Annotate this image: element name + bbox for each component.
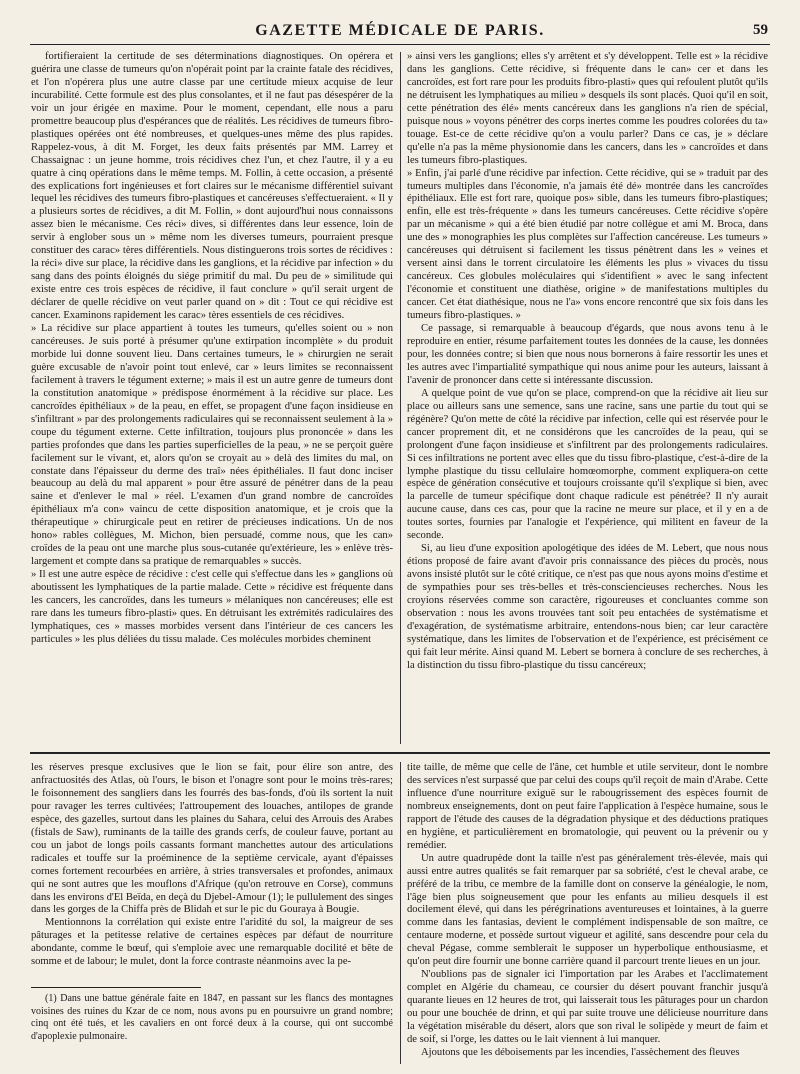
paragraph: Mentionnons la corrélation qui existe entre l'aridité du sol, la maigreur de ses pâturages et la petitesse relative de certaines espèces par défaut de nourriture abondante, comme le bœuf, qui s'emploie avec une remarquable docilité et bête de somme et de labour; le mulet, dont la force contraste néanmoins avec la pe- <box>31 917 393 968</box>
paragraph: Si, au lieu d'une exposition apologétique des idées de M. Lebert, que nous nous étions proposé de faire avant d'avoir pris connaissance des pièces du procès, nous avons insisté plutôt sur le côté critique, ce n'est pas que nous ayons moins d'estime et de sympathies pour ses très-belles et très-consciencieuses recherches. Nous les croyions réservées comme son caractère, rigoureuses et concluantes comme son observation : nous les avons trouvées tant soit peu entachées de systématisme et d'exagération, de systématisme arbitraire, entendons-nous bien; car leur caractère systématique, dans les limites de l'observation et de l'expérience, est précisément ce qui fait leur mérite. Ainsi quand M. Lebert se bornera à conclure de ses recherches, à la distinction du tissu fibro-plastique du tissu cancéreux; <box>407 543 768 671</box>
paragraph: N'oublions pas de signaler ici l'importation par les Arabes et l'acclimatement complet en Algérie du chameau, ce coursier du désert pouvant franchir jusqu'à quarante lieues en 12 heures de trot, qui laisserait tous les pâturages pour un chardon ou pour une bouchée de drinn, et qui par suite trouve une délicieuse nourriture dans la végétation misérable du désert, alors que son rival le solipède y meurt de faim et de soif, si l'orge, les dattes ou le lait viennent à lui manquer. <box>407 969 768 1046</box>
page-number: 59 <box>753 22 768 38</box>
top-left-column <box>31 51 393 745</box>
paragraph: tite taille, de même que celle de l'âne, cet humble et utile serviteur, dont le nombre des services n'est surpassé que par celui des coups qu'il reçoit de main d'Arabe. Cette influence d'une nourriture exiguë sur le rabougrissement des espèces fournit de nombreux enseignements, dont on peut faire l'application à l'espèce humaine, sous le rapport de l'étude des causes de la dégradation physique et des déductions pratiques en hygiène, et particulièrement en bromatologie, qui peuvent ou la prévenir ou y remédier. <box>407 762 768 851</box>
paragraph: A quelque point de vue qu'on se place, comprend-on que la récidive ait lieu sur place ou ailleurs sans une semence, sans une racine, sans une partie du tout qui se régénère? Qu'on mette de côté la récidive par infection, celle qui est réservée pour le cancer proprement dit, et ne considérons que les cancroïdes de la peau, qui se prolongent d'une façon insidieuse et s'infiltrent par des prolongements radiculaires. Si ces infiltrations ne portent avec elles que du tissu fibro-plastique, c'est-à-dire de la lymphe plastique du tissu cellulaire homœomorphe, comment expliquera-on cette espèce de génération consécutive et toujours croissante qu'il s'explique si bien, avec la parcelle de tumeur spécifique dont chaque radicule est pénétrée? Il n'y aurait aucune cause, dans ces cas, pour que la racine ne meure sur place, et il y en a de toutes sortes, fournies par l'analogie et l'expérience, qui militent en faveur de la seconde. <box>407 387 768 542</box>
footnote <box>31 993 393 1063</box>
footnote-text: (1) Dans une battue générale faite en 1847, en passant sur les flancs des montagnes voisines des ruines du Kzar de ce nom, nous avons pu en poursuivre un grand nombre; cinq ont été tués, et les cavaliers en ont forcé deux à la course, qui ont succombé d'apoplexie pulmonaire. <box>31 993 393 1042</box>
bottom-left-column <box>31 762 393 982</box>
paragraph: » La récidive sur place appartient à toutes les tumeurs, qu'elles soient ou » non cancéreuses. Je suis porté à présumer qu'une extirpation incomplète » du produit morbide lui donne souvent lieu. Dans certaines tumeurs, le » chirurgien ne serait guère excusable de n'avoir point tout enlevé, car » leurs limites se reconnaissent facilement à travers le tégument externe; » mais il est un autre genre de tumeurs dont la constitution anatomique » prédispose énormément à la récidive sur place. Les cancroïdes épithéliaux » de la peau, en effet, se propagent d'une façon insidieuse en s'infiltrant » par des prolongements radiculaires qui se reconnaissent seulement à la » coupe du tégument externe. Cette infiltration, toujours plus prononcée » dans les parties profondes que dans les parties superficielles de la peau, » ne se perçoit guère facilement sur le vivant, et, alors qu'on se croyait au » delà des limites du mal, on constate dans l'épaisseur du derme des traî» nées épithéliales. Il faut donc inciser beaucoup au delà du mal apparent » pour être assuré de pénétrer dans de la peau saine et d'enlever le mal » réel. L'examen d'un grand nombre de cancroïdes épithéliaux m'a con» vaincu de cette disposition anatomique, et je crois que la thérapeutique » chirurgicale peut en retirer de précieuses indications. Un de nos hono» rables collègues, M. Michon, bien persuadé, comme nous, que les can» croïdes de la peau ont une marche plus sous-cutanée qu'extérieure, les » enlève très-largement et compte dans sa pratique de remarquables » succès. <box>31 323 393 568</box>
paragraph: Un autre quadrupède dont la taille n'est pas généralement très-élevée, mais qui aussi entre autres qualités se fait remarquer par sa sobriété, c'est le cheval arabe, ce préféré de la tribu, ce membre de la famille dont on conserve la généalogie, le nom, l'âge bien plus soigneusement que pour les enfants au milieu desquels il est docilement élevé, qui dans les pérégrinations aventureuses et lointaines, à la guerre comme dans les fantasias, devient le complément indispensable de son maître, ce centaure moderne, et possède surtout vigueur et agilité, sans descendre pour cela du cheval Pégase, comme semblerait le supposer un hyperbolique enthousiasme, et qu'on peut dire fournir une bonne carrière quand il parcourt trente lieues en un jour. <box>407 852 768 968</box>
paragraph: Ajoutons que les déboisements par les incendies, l'assèchement des fleuves <box>421 1046 740 1058</box>
top-right-column <box>407 51 768 745</box>
column-divider <box>400 762 401 1064</box>
journal-title: GAZETTE MÉDICALE DE PARIS. <box>255 22 545 39</box>
footnote-rule <box>31 987 201 988</box>
paragraph: fortifieraient la certitude de ses déterminations diagnostiques. On opérera et guérira une classe de tumeurs qu'on n'opérait point par la crainte fatale des récidives, et l'on n'opérera plus une autre classe par une certitude mieux acquise de leur incurabilité. Cette formule est des plus consolantes, et il ne faut pas désespérer de la voir un jour érigée en maxime. Pour le moment, cependant, elle nous a paru promettre beaucoup plus d'espérances que de réalités. Les récidives de tumeurs fibro-plastiques opérées ont été nombreuses, et quelques-unes même des plus rapides. Rappelez-vous, à dit M. Forget, les deux faits présentés par MM. Larrey et Chassaignac : un jeune homme, trois récidives chez l'un, et chez l'autre, il y a eu quatre à cinq opérations dans le même temps. M. Follin, à cette occasion, a présenté des explications fort ingénieuses et fort claires sur le mécanisme différentiel suivant lequel les récidives des tumeurs fibro-plastiques et cancéreuses s'effectueraient. « Il y a plusieurs sortes de récidives, a dit M. Follin, » dont aujourd'hui nous connaissons assez bien le mécanisme. Ces réci» dives, si différentes dans leur essence, loin de servir à englober sous un » même nom les diverses tumeurs, pourraient presque constituer des carac» tères différentiels. Nous distinguerons trois sortes de récidives : la réci» dive sur place, la récidive dans les ganglions, et la récidive par infection » du sang dans des points éloignés du siége primitif du mal. Du peu de » similitude qui existe entre ces trois espèces de récidive, il faut conclure » qu'il serait urgent de déclarer de quelle récidive on veut parler quand on » dit : Tout ce qui récidive est cancer. Examinons rapidement les carac» tères essentiels de ces récidives. <box>31 51 393 322</box>
page-header <box>30 22 770 45</box>
paragraph: » ainsi vers les ganglions; elles s'y arrêtent et s'y développent. Telle est » la récidive dans les ganglions. Cette récidive, si fréquente dans le can» cer et dans les cancroïdes, est fort rare pour les produits fibro-plasti» ques qui refoulent plutôt qu'ils ne détruisent les lymphatiques au milieu » desquels ils sont placés. Quoi qu'il en soit, cette pénétration des élé» ments cancéreux dans les ganglions n'a rien de spécial, puisque nous » voyons pénétrer des corps inertes comme les poudres colorées du ta» touage. Est-ce de cette récidive qu'on a voulu parler? Dans ce cas, je » déclare qu'elle n'a pas la même physionomie dans les cancers, dans les » cancroïdes et dans les tumeurs fibro-plastiques. <box>407 51 768 166</box>
paragraph: les réserves presque exclusives que le lion se fait, pour élire son antre, des anfractuosités des Atlas, où l'ours, le bison et l'onagre sont pour le moins très-rares; le foisonnement des sangliers dans les fourrés des bas-fonds, d'où ils sortent la nuit pour ravager les terres cultivées; l'attroupement des louaches, antilopes de grande espèce, des gazelles, surtout dans les plaines du Sahara, celui des Arrouis des Arabes (fistals de Saw), ruminants de la taille des grands cerfs, de couleur fauve, portant au cou un jabot de longs poils cassants formant manchettes autour des articulations radicales et touffe sur la proéminence de la septième cervicale, ayant d'épaisses cornes fortement recourbées en arrière, à stries transversales et profondes, animaux qui ne sont autres que les mouflons d'Afrique (qu'on retrouve en Corse), communs dans les environs d'El Beïda, en deçà du Djebel-Amour (1); le pullulement des singes dans les gorges de la Chiffa près de Blidah et sur le pic du Gouraya à Bougie. <box>31 762 393 916</box>
column-divider <box>400 52 401 744</box>
paragraph: » Il est une autre espèce de récidive : c'est celle qui s'effectue dans les » ganglions où aboutissent les lymphatiques de la partie malade. Cette » récidive est fréquente dans les cancers, les cancroïdes, dans les tumeurs » mélaniques non cancéreuses; elle est rare dans les tumeurs fibro-plasti» ques. En détruisant les extrémités radiculaires des lymphatiques, ces » masses morbides versent dans l'intérieur de ces cancers les particules » les plus déliées du tissu malade. Ces molécules morbides cheminent <box>31 569 393 645</box>
paragraph: » Enfin, j'ai parlé d'une récidive par infection. Cette récidive, qui se » traduit par des tumeurs multiples dans l'économie, n'a jamais été dé» montrée dans les cancroïdes épithéliaux. Elle est fort rare, quoique pos» sible, dans les tumeurs fibro-plastiques; enfin, elle est très-fréquente » dans les tumeurs cancéreuses. Cette récidive s'opère par un mécanisme » qui a été bien étudié par notre collègue et ami M. Broca, dans une des » monographies les plus complètes sur l'affection cancéreuse. Les tumeurs » cancéreuses qui détruisent si facilement les tissus pénètrent dans les » veines et versent ainsi dans le torrent circulatoire les éléments les plus » vivaces du tissu cancéreux. Ces globules moléculaires qui s'identifient » avec le sang infectent l'économie et constituent une diathèse, origine » de manifestations multiples du cancer. Cet état diathésique, nous ne l'a» vons encore rencontré que six fois dans les tumeurs fibro-plastiques. » <box>407 167 768 322</box>
paragraph: Ce passage, si remarquable à beaucoup d'égards, que nous avons tenu à le reproduire en entier, résume parfaitement toutes les données de la cause, les données pour, les données contre; si bien que nous nous bornerons à faire ressortir les unes et les autres avec l'impartialité sympathique qui nous anime pour les auteurs, laissant à l'avenir de prononcer dans cette si intéressante discussion. <box>407 323 768 386</box>
section-divider <box>30 752 770 754</box>
bottom-right-column <box>407 762 768 1064</box>
